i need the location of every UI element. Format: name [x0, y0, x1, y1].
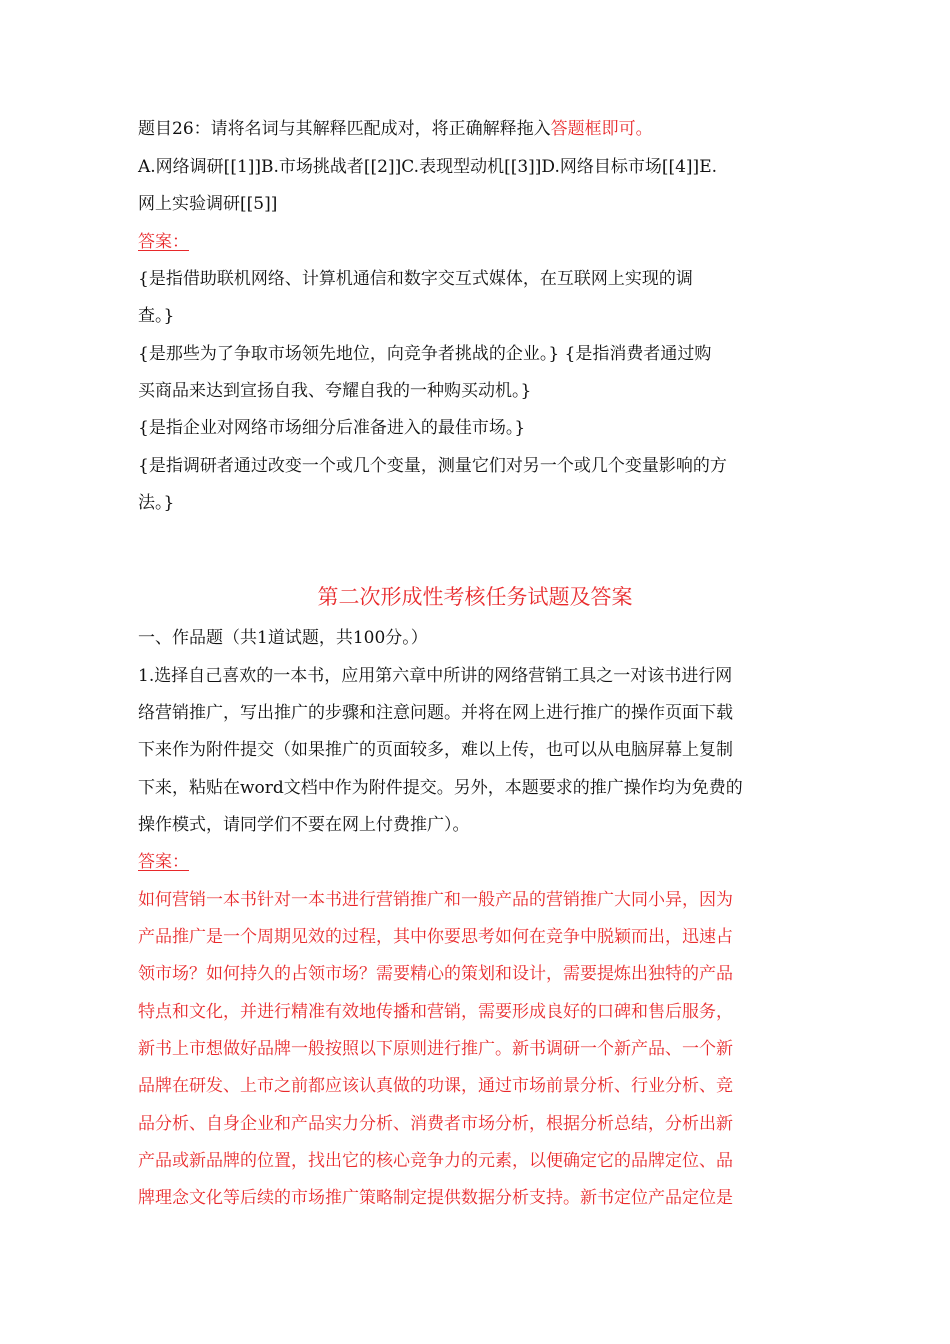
answer-line: 查。}	[138, 306, 175, 326]
question-line: 络营销推广，写出推广的步骤和注意问题。并将在网上进行推广的操作页面下载	[138, 703, 733, 723]
answer-line: 品牌在研发、上市之前都应该认真做的功课，通过市场前景分析、行业分析、竞	[138, 1076, 733, 1096]
answer-line: {是指借助联机网络、计算机通信和数字交互式媒体，在互联网上实现的调	[138, 269, 693, 289]
question-26-text: 题目26：请将名词与其解释匹配成对，将正确解释拖入	[138, 119, 551, 139]
options-line-2: 网上实验调研[[5]]	[138, 194, 278, 214]
question-line: 1.选择自己喜欢的一本书，应用第六章中所讲的网络营销工具之一对该书进行网	[138, 666, 733, 686]
answer-line: 产品或新品牌的位置，找出它的核心竞争力的元素，以便确定它的品牌定位、品	[138, 1151, 733, 1171]
answer-label-2: 答案：	[138, 852, 189, 872]
section-title: 第二次形成性考核任务试题及答案	[317, 585, 633, 609]
answer-box-hint: 答题框即可。	[550, 119, 653, 139]
question-line: 操作模式，请同学们不要在网上付费推广）。	[138, 815, 470, 835]
answer-line: 如何营销一本书针对一本书进行营销推广和一般产品的营销推广大同小异，因为	[138, 890, 733, 910]
answer-line: 特点和文化，并进行精准有效地传播和营销，需要形成良好的口碑和售后服务，	[138, 1002, 733, 1022]
answer-line: 产品推广是一个周期见效的过程，其中你要思考如何在竞争中脱颖而出，迅速占	[138, 927, 733, 947]
part-heading: 一、作品题（共1道试题，共100分。）	[138, 628, 428, 648]
answer-line: 牌理念文化等后续的市场推广策略制定提供数据分析支持。新书定位产品定位是	[138, 1188, 733, 1208]
answer-line: 法。}	[138, 493, 175, 513]
question-26-prompt	[138, 118, 828, 140]
answer-line: 品分析、自身企业和产品实力分析、消费者市场分析，根据分析总结，分析出新	[138, 1114, 733, 1134]
answer-line: 买商品来达到宣扬自我、夸耀自我的一种购买动机。}	[138, 381, 532, 401]
answer-line: {是指调研者通过改变一个或几个变量，测量它们对另一个或几个变量影响的方	[138, 456, 727, 476]
answer-line: 新书上市想做好品牌一般按照以下原则进行推广。新书调研一个新产品、一个新	[138, 1039, 733, 1059]
question-line: 下来，粘贴在word文档中作为附件提交。另外，本题要求的推广操作均为免费的	[138, 778, 743, 798]
answer-line: {是那些为了争取市场领先地位，向竞争者挑战的企业。} {是指消费者通过购	[138, 344, 712, 364]
options-line-1: A.网络调研[[1]]B.市场挑战者[[2]]C.表现型动机[[3]]D.网络目标市场[[4]]E.	[138, 157, 718, 177]
answer-line: {是指企业对网络市场细分后准备进入的最佳市场。}	[138, 418, 526, 438]
answer-line: 领市场？如何持久的占领市场？需要精心的策划和设计，需要提炼出独特的产品	[138, 964, 733, 984]
question-line: 下来作为附件提交（如果推广的页面较多，难以上传，也可以从电脑屏幕上复制	[138, 740, 733, 760]
answer-label-1: 答案：	[138, 232, 189, 252]
